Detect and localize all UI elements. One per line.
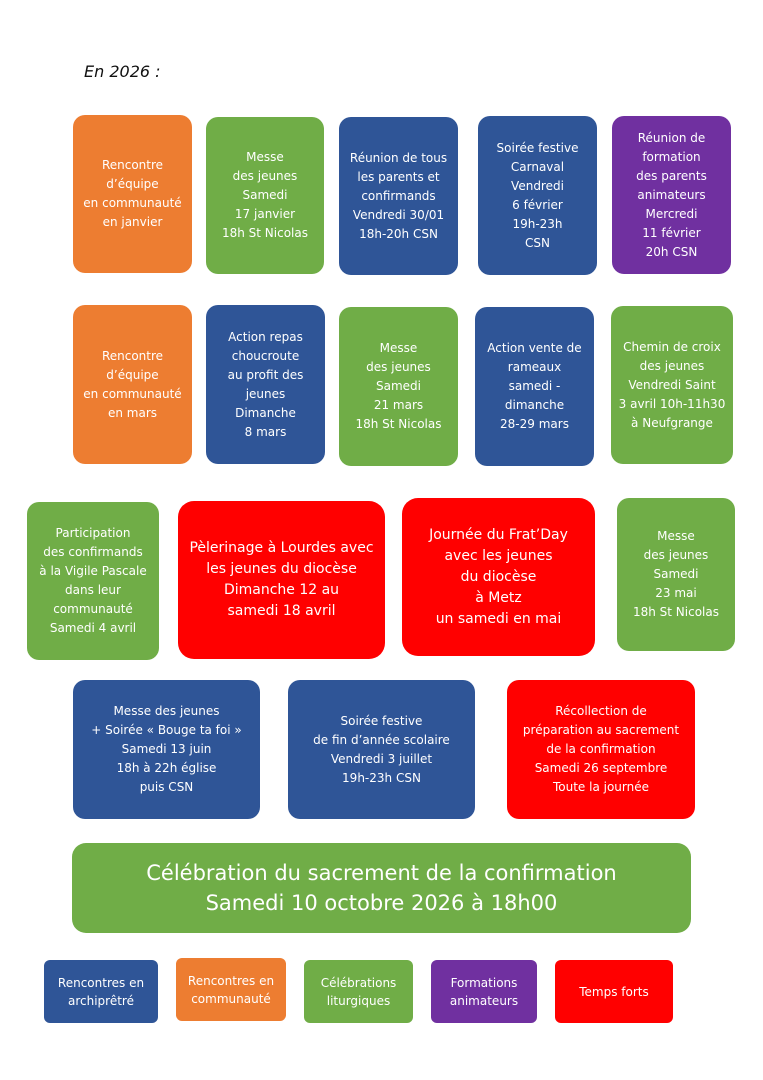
event-card-chemin-de-croix xyxy=(611,306,733,464)
event-card-mars-rencontre xyxy=(73,305,192,464)
event-text: Messe des jeunes + Soirée « Bouge ta foi » Samedi 13 juin 18h à 22h église puis CSN xyxy=(91,704,242,794)
legend-text: Temps forts xyxy=(579,984,649,999)
event-text: Messe des jeunes Samedi 21 mars 18h St Nicolas xyxy=(355,341,442,431)
legend-text: Rencontres en communauté xyxy=(187,973,275,1006)
legend-celebrations xyxy=(304,960,413,1023)
event-card-recollection xyxy=(507,680,695,819)
event-card-vigile-pascale xyxy=(27,502,159,660)
legend-text: Célébrations liturgiques xyxy=(320,975,397,1008)
legend-archipretre xyxy=(44,960,158,1023)
event-card-fratday xyxy=(402,498,595,656)
legend-text: Formations animateurs xyxy=(449,975,519,1008)
event-text: Chemin de croix des jeunes Vendredi Saint 3 avril 10h-11h30 à Neufgrange xyxy=(618,339,726,430)
page-heading: En 2026 : xyxy=(84,62,161,81)
event-card-bouge-ta-foi xyxy=(73,680,260,819)
legend-text: Rencontres en archiprêtré xyxy=(57,975,145,1008)
event-card-reunion-parents xyxy=(339,117,458,275)
event-text: Soirée festive Carnaval Vendredi 6 février 19h-23h CSN xyxy=(496,140,579,250)
event-card-messe-23-mai xyxy=(617,498,735,651)
event-card-repas-choucroute xyxy=(206,305,325,464)
event-card-messe-17-janvier xyxy=(206,117,324,274)
event-text: Messe des jeunes Samedi 17 janvier 18h St Nicolas xyxy=(221,150,308,240)
event-text: Réunion de tous les parents et confirmands Vendredi 30/01 18h-20h CSN xyxy=(349,150,448,241)
confirmation-text: Célébration du sacrement de la confirmation Samedi 10 octobre 2026 à 18h00 xyxy=(146,861,617,915)
event-text: Soirée festive de fin d’année scolaire Vendredi 3 juillet 19h-23h CSN xyxy=(313,713,450,785)
event-text: Participation des confirmands à la Vigile Pascale dans leur communauté Samedi 4 avril xyxy=(39,526,147,635)
event-card-formation-animateurs xyxy=(612,116,731,274)
event-text: Action repas choucroute au profit des jeunes Dimanche 8 mars xyxy=(227,329,304,439)
event-text: Journée du Frat’Day avec les jeunes du diocèse à Metz un samedi en mai xyxy=(429,526,568,627)
legend-formations xyxy=(431,960,537,1023)
event-card-janvier-rencontre xyxy=(73,115,192,273)
event-text: Action vente de rameaux samedi - dimanche 28-29 mars xyxy=(487,341,582,431)
event-card-vente-rameaux xyxy=(475,307,594,466)
event-card-fin-annee xyxy=(288,680,475,819)
event-text: Récollection de préparation au sacrement de la confirmation Samedi 26 septembre Toute la journée xyxy=(522,704,680,794)
event-text: Messe des jeunes Samedi 23 mai 18h St Nicolas xyxy=(632,529,719,619)
confirmation-banner xyxy=(72,843,691,933)
event-card-messe-21-mars xyxy=(339,307,458,466)
event-text: Pèlerinage à Lourdes avec les jeunes du diocèse Dimanche 12 au samedi 18 avril xyxy=(189,540,374,619)
event-card-carnaval xyxy=(478,116,597,275)
event-text: Rencontre d’équipe en communauté en mars xyxy=(83,348,182,420)
event-card-lourdes xyxy=(178,501,385,659)
legend-communaute xyxy=(176,958,286,1021)
event-text: Réunion de formation des parents animateurs Mercredi 11 février 20h CSN xyxy=(636,130,707,259)
legend-temps-forts xyxy=(555,960,673,1023)
event-text: Rencontre d’équipe en communauté en janvier xyxy=(83,158,182,229)
